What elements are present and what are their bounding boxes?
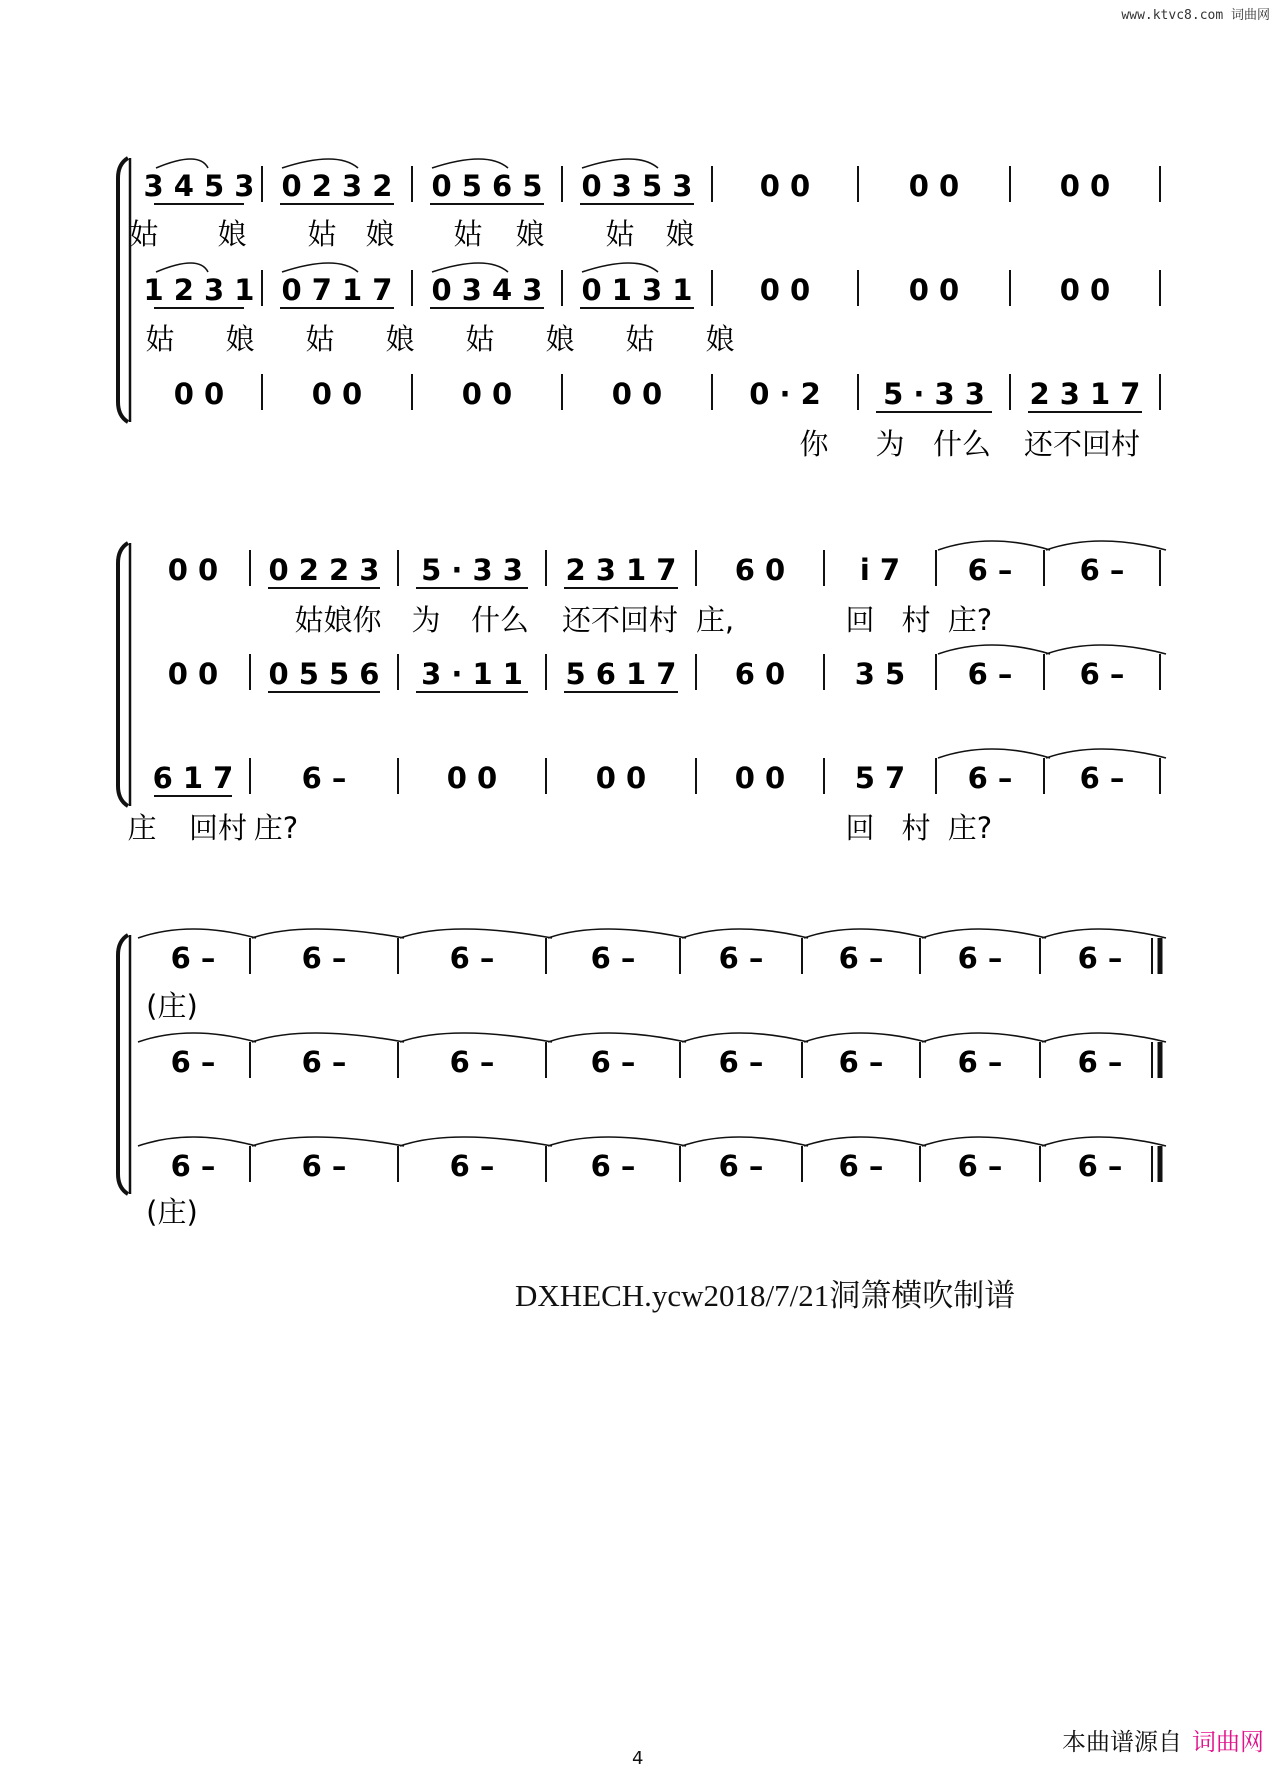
lyric-syllable: 姑: [605, 217, 635, 251]
lyric-syllable: (庄): [146, 1195, 198, 1229]
measure-notes: 0 0: [167, 553, 219, 587]
measure-notes: 6 –: [957, 1149, 1003, 1183]
measure-notes: 6 –: [590, 1149, 636, 1183]
lyric-syllable: 娘: [545, 322, 575, 356]
tie-arc: [938, 749, 1050, 758]
slur-arc: [156, 263, 208, 272]
page-number: 4: [632, 1748, 644, 1769]
site-watermark[interactable]: www.ktvc8.com 词曲网: [1121, 8, 1270, 23]
measure-notes: 0 0: [311, 377, 363, 411]
lyric-syllable: (庄): [146, 989, 198, 1023]
measure-notes: 6 –: [967, 657, 1013, 691]
measure-notes: 3 4 5 3: [143, 169, 255, 203]
lyric-syllable: 姑: [453, 217, 483, 251]
measure-notes: 6 –: [1079, 553, 1125, 587]
tie-arc: [804, 1137, 926, 1146]
measure-notes: 5 6 1 7: [565, 657, 677, 691]
measure-notes: 6 –: [967, 761, 1013, 795]
measure-notes: 6 –: [1079, 657, 1125, 691]
measure-notes: 6 –: [301, 761, 347, 795]
measure-notes: 1 2 3 1: [143, 273, 255, 307]
slur-arc: [432, 159, 508, 168]
tie-arc: [804, 1033, 926, 1042]
lyric-syllable: 什么: [932, 427, 992, 461]
measure-notes: 0 0: [446, 761, 498, 795]
lyric-syllable: 娘: [515, 217, 545, 251]
lyric-syllable: 村: [901, 811, 931, 845]
slur-arc: [282, 263, 358, 272]
tie-arc: [548, 1033, 686, 1042]
measure-notes: 6 –: [301, 941, 347, 975]
tie-arc: [922, 1137, 1046, 1146]
measure-notes: i 7: [859, 553, 901, 587]
measure-notes: 2 3 1 7: [565, 553, 677, 587]
measure-notes: 2 3 1 7: [1029, 377, 1141, 411]
tie-arc: [804, 929, 926, 938]
slur-arc: [282, 159, 358, 168]
measure-notes: 0 0: [167, 657, 219, 691]
measure-notes: 0 3 5 3: [581, 169, 693, 203]
measure-notes: 0 0: [908, 273, 960, 307]
measure-notes: 0 0: [1059, 273, 1111, 307]
measure-notes: 0 7 1 7: [281, 273, 393, 307]
slur-arc: [432, 263, 508, 272]
tie-arc: [548, 1137, 686, 1146]
tie-arc: [252, 1137, 404, 1146]
measure-notes: 6 –: [957, 1045, 1003, 1079]
measure-notes: 6 –: [718, 1045, 764, 1079]
source-label: 本曲谱源自: [1062, 1728, 1182, 1756]
tie-arc: [922, 1033, 1046, 1042]
measure-notes: 6 –: [590, 1045, 636, 1079]
measure-notes: 6 –: [170, 1045, 216, 1079]
slur-arc: [156, 159, 208, 168]
measure-notes: 0 1 3 1: [581, 273, 693, 307]
lyric-syllable: 姑: [305, 322, 335, 356]
lyric-syllable: 庄,: [695, 603, 735, 637]
measure-notes: 6 –: [838, 1149, 884, 1183]
lyric-syllable: 还不回村: [561, 603, 679, 637]
tie-arc: [400, 1033, 552, 1042]
measure-notes: 6 –: [170, 1149, 216, 1183]
measure-notes: 0 5 6 5: [431, 169, 543, 203]
lyric-syllable: 为: [411, 603, 441, 637]
measure-notes: 6 –: [718, 941, 764, 975]
lyric-syllable: 回村: [188, 811, 248, 845]
tie-arc: [252, 929, 404, 938]
lyric-syllable: 娘: [665, 217, 695, 251]
measure-notes: 6 –: [957, 941, 1003, 975]
measure-notes: 0 0: [611, 377, 663, 411]
lyric-syllable: 姑: [129, 217, 159, 251]
lyric-syllable: 你: [799, 427, 829, 461]
measure-notes: 0 0: [1059, 169, 1111, 203]
tie-arc: [922, 929, 1046, 938]
measure-notes: 5 · 3 3: [883, 377, 985, 411]
source-watermark[interactable]: [1062, 1722, 1264, 1757]
measure-notes: 6 –: [1077, 1149, 1123, 1183]
measure-notes: 0 2 2 3: [268, 553, 380, 587]
measure-notes: 0 0: [908, 169, 960, 203]
measure-notes: 6 –: [170, 941, 216, 975]
lyric-syllable: 为: [875, 427, 905, 461]
lyric-syllable: 庄: [127, 811, 157, 845]
measure-notes: 0 · 2: [749, 377, 821, 411]
measure-notes: 6 –: [838, 1045, 884, 1079]
measure-notes: 0 5 5 6: [268, 657, 380, 691]
measure-notes: 6 –: [301, 1149, 347, 1183]
measure-notes: 6 –: [1079, 761, 1125, 795]
slur-arc: [582, 263, 658, 272]
lyric-syllable: 还不回村: [1023, 427, 1141, 461]
tie-arc: [1042, 929, 1166, 938]
lyric-syllable: 回: [845, 811, 875, 845]
slur-arc: [582, 159, 658, 168]
measure-notes: 6 –: [1077, 1045, 1123, 1079]
tie-arc: [938, 645, 1050, 654]
measure-notes: 5 7: [854, 761, 906, 795]
lyric-syllable: 姑娘你: [294, 603, 382, 637]
lyric-syllable: 娘: [225, 322, 255, 356]
system-bracket: [118, 158, 128, 422]
measure-notes: 3 · 1 1: [421, 657, 523, 691]
measure-notes: 6 –: [449, 941, 495, 975]
tie-arc: [1042, 1137, 1166, 1146]
lyric-syllable: 娘: [385, 322, 415, 356]
measure-notes: 6 –: [1077, 941, 1123, 975]
lyric-syllable: 庄?: [947, 603, 993, 637]
measure-notes: 0 0: [173, 377, 225, 411]
measure-notes: 6 –: [590, 941, 636, 975]
measure-notes: 0 0: [759, 273, 811, 307]
tie-arc: [682, 929, 808, 938]
lyric-syllable: 庄?: [947, 811, 993, 845]
measure-notes: 0 0: [595, 761, 647, 795]
lyric-syllable: 什么: [470, 603, 530, 637]
source-site-name: 词曲网: [1192, 1728, 1264, 1756]
tie-arc: [548, 929, 686, 938]
measure-notes: 5 · 3 3: [421, 553, 523, 587]
tie-arc: [400, 1137, 552, 1146]
tie-arc: [400, 929, 552, 938]
measure-notes: 6 1 7: [152, 761, 234, 795]
measure-notes: 0 3 4 3: [431, 273, 543, 307]
measure-notes: 6 0: [734, 657, 786, 691]
lyric-syllable: 娘: [217, 217, 247, 251]
transcription-credit: DXHECH.ycw2018/7/21洞箫横吹制谱: [515, 1278, 1016, 1313]
tie-arc: [938, 541, 1050, 550]
lyric-syllable: 姑: [307, 217, 337, 251]
tie-arc: [1046, 645, 1166, 654]
tie-arc: [1046, 749, 1166, 758]
measure-notes: 6 –: [838, 941, 884, 975]
measure-notes: 6 –: [718, 1149, 764, 1183]
measure-notes: 0 0: [759, 169, 811, 203]
system-bracket: [118, 543, 128, 806]
measure-notes: 3 5: [854, 657, 906, 691]
lyric-syllable: 姑: [145, 322, 175, 356]
tie-arc: [682, 1137, 808, 1146]
lyric-syllable: 回: [845, 603, 875, 637]
tie-arc: [138, 1137, 256, 1146]
lyric-syllable: 村: [901, 603, 931, 637]
tie-arc: [252, 1033, 404, 1042]
lyric-syllable: 姑: [465, 322, 495, 356]
tie-arc: [1042, 1033, 1166, 1042]
tie-arc: [1046, 541, 1166, 550]
tie-arc: [682, 1033, 808, 1042]
lyric-syllable: 娘: [365, 217, 395, 251]
measure-notes: 6 –: [449, 1045, 495, 1079]
lyric-syllable: 娘: [705, 322, 735, 356]
measure-notes: 0 0: [461, 377, 513, 411]
measure-notes: 6 0: [734, 553, 786, 587]
measure-notes: 0 2 3 2: [281, 169, 393, 203]
lyric-syllable: 姑: [625, 322, 655, 356]
lyric-syllable: 庄?: [253, 811, 299, 845]
measure-notes: 0 0: [734, 761, 786, 795]
tie-arc: [138, 929, 256, 938]
measure-notes: 6 –: [967, 553, 1013, 587]
tie-arc: [138, 1033, 256, 1042]
system-bracket: [118, 935, 128, 1194]
measure-notes: 6 –: [301, 1045, 347, 1079]
measure-notes: 6 –: [449, 1149, 495, 1183]
